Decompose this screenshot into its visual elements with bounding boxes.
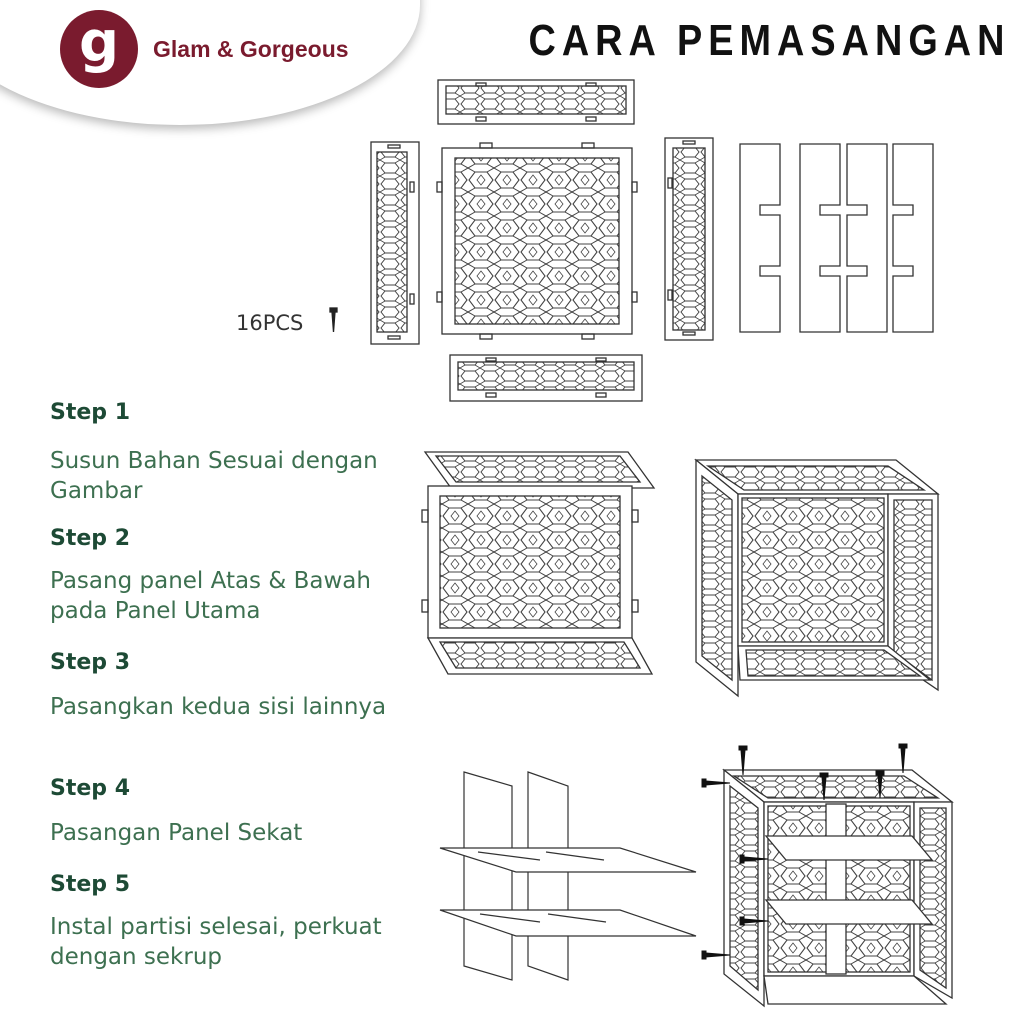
step-4-illustration xyxy=(440,772,696,980)
divider-boards xyxy=(740,144,933,332)
step-4-text: Pasangan Panel Sekat xyxy=(50,820,303,846)
brand-name: Glam & Gorgeous xyxy=(153,36,349,62)
parts-layout xyxy=(330,80,933,401)
right-side-panel-part xyxy=(665,138,713,340)
bottom-panel-part xyxy=(450,355,642,401)
step-5-text: Instal partisi selesai, perkuat dengan sekrup xyxy=(50,914,382,970)
step-2-text: Pasang panel Atas & Bawah pada Panel Utama xyxy=(50,568,371,624)
step-1-title: Step 1 xyxy=(50,400,130,425)
step-1-text: Susun Bahan Sesuai dengan Gambar xyxy=(50,448,378,504)
screw-icon xyxy=(330,308,337,332)
step-4-title: Step 4 xyxy=(50,776,130,801)
step-3-text: Pasangkan kedua sisi lainnya xyxy=(50,694,387,720)
top-panel-part xyxy=(438,80,634,124)
step-2-illustration xyxy=(422,452,654,674)
step-5-illustration xyxy=(724,770,952,1006)
step-2-title: Step 2 xyxy=(50,526,130,551)
step-5-title: Step 5 xyxy=(50,872,130,897)
screw-count-label: 16PCS xyxy=(236,311,304,335)
left-side-panel-part xyxy=(371,142,419,344)
step-3-title: Step 3 xyxy=(50,650,130,675)
brand-logo: g xyxy=(60,10,138,88)
main-panel-part xyxy=(437,143,637,339)
page-title: CARA PEMASANGAN xyxy=(527,16,1010,65)
step-3-illustration xyxy=(696,460,938,696)
